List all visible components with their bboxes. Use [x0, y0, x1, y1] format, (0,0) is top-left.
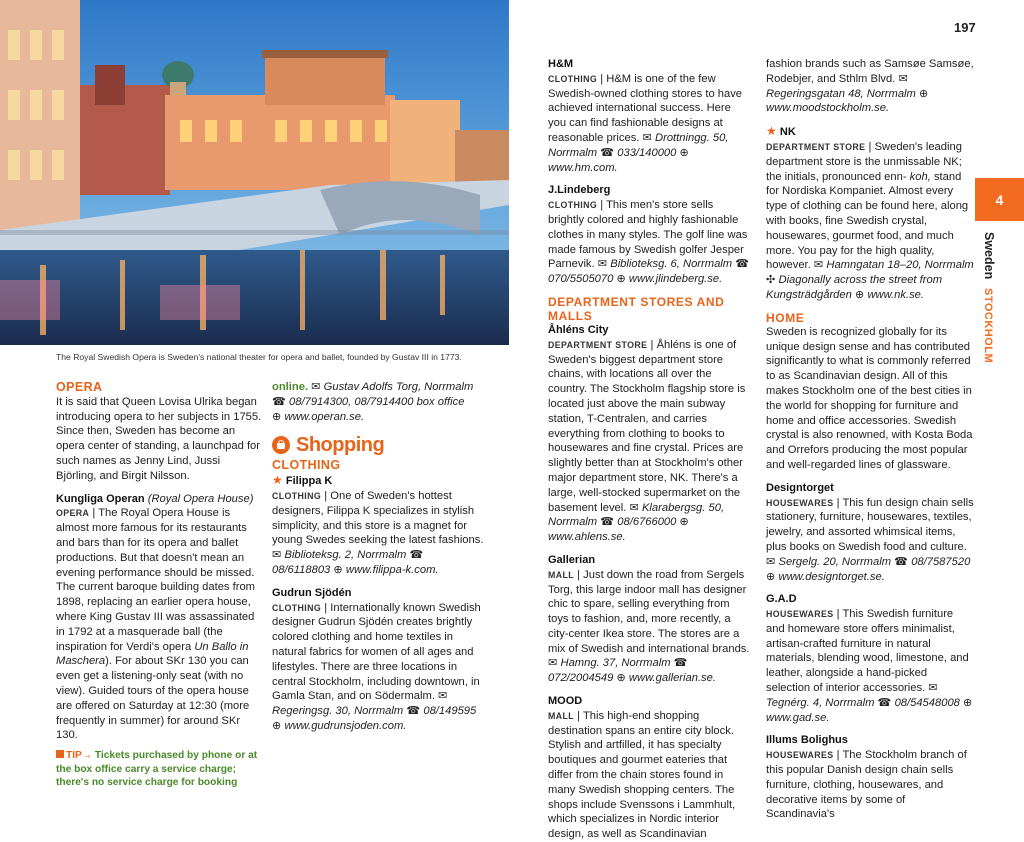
- nk-text-2: stand for Nordiska Kompaniet. Almost every type of clothing can be found here, along with books, fine Swedish crystal, housewares, gourmet food, and much more. You pay for the high quality, however.: [766, 170, 969, 272]
- kungliga-alt-name: (Royal Opera House): [147, 492, 254, 505]
- opera-house-illustration: [0, 0, 509, 345]
- gad-name: G.A.D: [766, 593, 797, 606]
- opera-web[interactable]: www.operan.se.: [284, 410, 365, 423]
- mood-address: Regeringsgatan 48, Norrmalm: [766, 87, 916, 100]
- kungliga-text-2: ). For about SKr 130 you can even get a listening-only seat (with no view). Guided tours of the opera house are offered on Saturday at 12:30 (more frequently in summer) for around SKr 130.: [56, 655, 250, 742]
- gad-address: Tegnérg. 4, Norrmalm: [766, 696, 875, 709]
- kungliga-category: OPERA: [56, 508, 90, 519]
- address-icon: ✉: [438, 690, 448, 703]
- web-icon: ⊕: [272, 719, 282, 732]
- designtorget-web[interactable]: www.designtorget.se.: [778, 570, 885, 583]
- jl-category: CLOTHING: [548, 200, 598, 211]
- kungliga-opera-title: Un Ballo in Maschera: [56, 640, 249, 668]
- gudrun-web[interactable]: www.gudrunsjoden.com.: [284, 719, 407, 732]
- nk-koh: koh,: [909, 170, 931, 183]
- address-icon: ✉: [548, 657, 558, 670]
- designtorget-phone: 08/7587520: [911, 555, 971, 568]
- illums-category: HOUSEWARES: [766, 750, 834, 761]
- address-icon: ✉: [597, 258, 608, 271]
- gad-phone: 08/54548008: [894, 696, 960, 709]
- jl-address: Biblioteksg. 6, Norrmalm: [610, 258, 733, 271]
- illums-name: Illums Bolighus: [766, 734, 848, 747]
- filippa-phone: 08/6118803: [272, 563, 331, 576]
- web-icon: ⊕: [918, 87, 929, 100]
- mood-name: MOOD: [548, 695, 583, 708]
- star-icon: ★: [766, 124, 777, 139]
- chapter-tab: [975, 178, 1024, 221]
- web-icon: ⊕: [616, 273, 626, 286]
- running-head-country: Sweden: [982, 232, 996, 280]
- web-icon: ⊕: [333, 563, 343, 576]
- web-icon: ⊕: [679, 146, 689, 159]
- gudrun-phone: 08/149595: [423, 705, 477, 718]
- filippa-web[interactable]: www.filippa-k.com.: [345, 563, 439, 576]
- nk-category: DEPARTMENT STORE: [766, 141, 866, 152]
- kungliga-entry: Kungliga Operan (Royal Opera House) OPERA | The Royal Opera House is almost more famous for its restaurants and bars than for its opera and ballet productions. But that doesn't mean an evening performance should be missed. The current baroque building dates from 1898, replacing an earlier opera house, where King Gustav III was assassinated in 1792 at a masquerade ball (the inspiration for Verdi's opera Un Ballo in Maschera). For about SKr 130 you can even get a listening-only seat (with no view). Guided tours of the opera house are offered on Saturday at 12:30 (more frequently in summer) for around SKr 130.: [56, 492, 256, 742]
- web-icon: ⊕: [272, 410, 282, 423]
- jl-entry: J.Lindeberg CLOTHING | This men's store sells brightly colored and highly fashionable clothes in many styles. The golf line was made famous by Swedish golfer Jesper Parnevik. ✉ Biblioteksg. 6, Norrmalm ☎ 070/5505070 ⊕ www.jlindeberg.se.: [548, 184, 750, 286]
- shopping-bag-icon: [272, 436, 290, 454]
- opera-phone: 08/7914300, 08/7914400 box office: [289, 395, 465, 408]
- phone-icon: ☎: [877, 696, 892, 709]
- jl-web[interactable]: www.jlindeberg.se.: [628, 273, 723, 286]
- phone-icon: ☎: [600, 146, 615, 159]
- mood-category: MALL: [548, 710, 575, 721]
- kungliga-text: The Royal Opera House is almost more famous for its restaurants and bars than for its opera and ballet productions. But that doesn't mean an evening performance should be missed. The current baroque building dates from 1898, replacing an earlier opera house, where King Gustav III was assassinated in 1792 at a masquerade ball (the inspiration for Verdi's opera: [56, 507, 256, 653]
- mood-entry: MOOD MALL | This high-end shopping destination spans an entire city block. Stylish and artfilled, it has specialty boutiques and gourmet eateries that differ from the chain stores found in many Swedish shopping centers. The shops include Svenssons i Lammhult, which specializes in Nordic interior design, as well as Scandinavian: [548, 695, 736, 841]
- gudrun-entry: Gudrun Sjödén CLOTHING | Internationally known Swedish designer Gudrun Sjödén creates brightly colored clothing and home textiles in natural fabrics for women of all ages and lifestyles. There are three locations in central Stockholm, including downtown, in Gamla Stan, and on Södermalm. ✉ Regeringsg. 30, Norrmalm ☎ 08/149595 ⊕ www.gudrunsjoden.com.: [272, 586, 481, 732]
- phone-icon: ☎: [409, 549, 424, 562]
- home-heading: HOME: [766, 310, 805, 325]
- tip-square-icon: [56, 750, 64, 758]
- designtorget-entry: Designtorget HOUSEWARES | This fun design chain sells stationery, furniture, housewares, textiles, jewelry, and assorted whimsical items, plus books on Swedish food and culture. ✉ Sergelg. 20, Norrmalm ☎ 08/7587520 ⊕ www.designtorget.se.: [766, 481, 974, 583]
- phone-icon: ☎: [673, 657, 688, 670]
- phone-icon: ☎: [272, 395, 286, 408]
- nk-text: Sweden's leading department store is the unmissable NK; the initials, pronounced enn-: [766, 140, 962, 183]
- web-icon: ⊕: [766, 570, 776, 583]
- gad-category: HOUSEWARES: [766, 609, 834, 620]
- address-icon: ✉: [813, 259, 824, 272]
- jl-phone: 070/5505070: [548, 273, 614, 286]
- photo-caption: The Royal Swedish Opera is Sweden's national theater for opera and ballet, founded by Gustav III in 1773.: [56, 352, 462, 362]
- web-icon: ⊕: [854, 288, 865, 301]
- address-icon: ✉: [766, 555, 776, 568]
- address-icon: ✉: [642, 131, 652, 144]
- nk-entry: ★ NK DEPARTMENT STORE | Sweden's leading department store is the unmissable NK; the initials, pronounced enn- koh, stand for Nordiska Kompaniet. Almost every type of clothing can be found here, along with books, fine Swedish crystal, housewares, gourmet food, and much more. You pay for the high quality, however. ✉ Hamngatan 18–20, Norrmalm ✣ Diagonally across the street from Kungsträdgården ⊕ www.nk.se.: [766, 124, 974, 301]
- nk-directions: Diagonally across the street from Kungsträdgården: [766, 274, 943, 301]
- ahlens-phone: 08/6766000: [617, 516, 677, 529]
- web-icon: ⊕: [616, 672, 626, 685]
- tip-continuation: online.: [272, 381, 309, 393]
- star-icon: ★: [272, 473, 283, 488]
- opera-intro: It is said that Queen Lovisa Ulrika began introducing opera to her subjects in 1755. Since then, Sweden has become an opera center of standing, a launchpad for such names as Jenny Lind, Jussi Björling, and Birgit Nilsson.: [56, 395, 262, 482]
- opera-heading: OPERA: [56, 380, 103, 394]
- department-stores-heading: DEPARTMENT STORES AND MALLS: [548, 294, 725, 323]
- gudrun-text: Internationally known Swedish designer Gudrun Sjödén creates brightly colored clothing and home textiles in natural fabrics for women of all ages and lifestyles. There are three locations in central Stockholm, including downtown, in Gamla Stan, and on Södermalm.: [272, 601, 481, 703]
- mood-text-cont: fashion brands such as Samsøe Samsøe, Rodebjer, and Sthlm Blvd.: [766, 58, 974, 85]
- address-icon: ✉: [629, 501, 639, 514]
- illums-entry: Illums Bolighus HOUSEWARES | The Stockholm branch of this popular Danish design chain sells furniture, clothing, housewares, and decorative items by some of Scandinavia's: [766, 734, 967, 821]
- gudrun-category: CLOTHING: [272, 602, 322, 613]
- ahlens-category: DEPARTMENT STORE: [548, 339, 648, 350]
- ahlens-name: Åhléns City: [548, 323, 609, 336]
- web-icon: ⊕: [679, 516, 689, 529]
- phone-icon: ☎: [894, 555, 909, 568]
- column-1: [56, 380, 262, 790]
- home-intro: Sweden is recognized globally for its unique design sense and has contributed significantly to what is commonly referred to as Scandinavian design. All of this makes Stockholm one of the best cities in the world for shopping for furniture and home and office accessories. Swedish crystal is also renowned, with Kosta Boda and Orrefors producing the most popular and well-regarded lines of glassware.: [766, 325, 973, 471]
- column-2: [272, 380, 484, 734]
- hm-web[interactable]: www.hm.com.: [548, 161, 618, 174]
- gallerian-phone: 072/2004549: [548, 672, 614, 685]
- running-head-city: STOCKHOLM: [982, 288, 994, 364]
- tip-label: TIP→: [66, 750, 93, 762]
- illums-text: The Stockholm branch of this popular Danish design chain sells furniture, clothing, housewares, and decorative items by some of Scandinavia's: [766, 749, 967, 821]
- phone-icon: ☎: [406, 705, 421, 718]
- nk-address: Hamngatan 18–20, Norrmalm: [826, 259, 974, 272]
- hm-address: Drottningg. 50, Norrmalm: [548, 131, 729, 159]
- gudrun-name: Gudrun Sjödén: [272, 586, 352, 599]
- filippa-name: Filippa K: [285, 475, 333, 488]
- ahlens-address: Klarabergsg. 50, Norrmalm: [548, 501, 725, 529]
- phone-icon: ☎: [735, 258, 750, 271]
- directions-icon: ✣: [766, 274, 776, 287]
- opera-contact: [272, 380, 484, 424]
- designtorget-name: Designtorget: [766, 481, 834, 494]
- opera-house-photo: [0, 0, 509, 345]
- hm-text: H&M is one of the few Swedish-owned clothing stores to have achieved international success. Here you can find fashionable designs at reasonable prices.: [548, 72, 743, 144]
- gallerian-text: Just down the road from Sergels Torg, this large indoor mall has designer chic to spare, selling everything from toys to fashion, and, more recently, a city-center Ikea store. The stores are a mix of Swedish and international brands.: [548, 568, 750, 655]
- column-3: [548, 57, 750, 842]
- hm-entry: H&M CLOTHING | H&M is one of the few Swedish-owned clothing stores to have achieved international success. Here you can find fashionable designs at reasonable prices. ✉ Drottningg. 50, Norrmalm ☎ 033/140000 ⊕ www.hm.com.: [548, 58, 743, 174]
- hm-category: CLOTHING: [548, 73, 598, 84]
- address-icon: ✉: [928, 682, 938, 695]
- jl-name: J.Lindeberg: [548, 184, 611, 197]
- filippa-text: One of Sweden's hottest designers, Filippa K specializes in stylish simplicity, and this store is a magnet for young Swedes seeking the latest fashions.: [272, 489, 484, 547]
- gallerian-web[interactable]: www.gallerian.se.: [628, 672, 716, 685]
- filippa-entry: ★ Filippa K CLOTHING | One of Sweden's hottest designers, Filippa K specializes in stylish simplicity, and this store is a magnet for young Swedes seeking the latest fashions. ✉ Biblioteksg. 2, Norrmalm ☎ 08/6118803 ⊕ www.filippa-k.com.: [272, 473, 484, 576]
- ahlens-text: Åhléns is one of Sweden's biggest department store chains, with locations all over the country. The Stockholm flagship store is located just above the main subway station, T-Centralen, and carries everything from clothing to books to housewares and fine crystal. Prices are slightly better than at Stockholm's other major department store, NK. There's a large, well-stocked supermarket on the basement level.: [548, 338, 746, 514]
- hm-phone: 033/140000: [617, 146, 677, 159]
- gallerian-name: Gallerian: [548, 553, 596, 566]
- page-number: 197: [954, 20, 976, 35]
- shopping-title: Shopping: [296, 433, 385, 456]
- gallerian-address: Hamng. 37, Norrmalm: [560, 657, 671, 670]
- chapter-number: 4: [995, 191, 1004, 208]
- mood-text: This high-end shopping destination spans an entire city block. Stylish and artfilled, it has specialty boutiques and gourmet eateries that differ from the chain stores found in many Swedish shopping centers. The shops include Svenssons i Lammhult, which specializes in Nordic interior design, as well as Scandinavian: [548, 709, 736, 841]
- jl-text: This men's store sells brightly colored and highly fashionable clothes in many styles. The golf line was made famous by Swedish golfer Jesper Parnevik.: [548, 199, 748, 271]
- gad-entry: G.A.D HOUSEWARES | This Swedish furniture and homeware store offers minimalist, artisan-crafted furniture in natural materials, blending wood, limestone, and leather, alongside a hand-picked selection of interior accessories. ✉ Tegnérg. 4, Norrmalm ☎ 08/54548008 ⊕ www.gad.se.: [766, 593, 973, 724]
- column-4: [766, 57, 974, 822]
- nk-name: NK: [779, 126, 796, 139]
- address-icon: ✉: [898, 72, 908, 85]
- kungliga-name: Kungliga Operan: [56, 492, 145, 505]
- designtorget-category: HOUSEWARES: [766, 497, 834, 508]
- gad-web[interactable]: www.gad.se.: [766, 711, 830, 724]
- mood-continued: [766, 57, 974, 116]
- nk-web[interactable]: www.nk.se.: [867, 288, 925, 301]
- address-icon: ✉: [311, 381, 321, 393]
- gallerian-entry: Gallerian MALL | Just down the road from Sergels Torg, this large indoor mall has designer chic to spare, selling everything from toys to fashion, and, more recently, a city-center Ikea store. The stores are a mix of Swedish and international brands. ✉ Hamng. 37, Norrmalm ☎ 072/2004549 ⊕ www.gallerian.se.: [548, 553, 750, 685]
- mood-web[interactable]: www.moodstockholm.se.: [766, 102, 890, 115]
- ahlens-web[interactable]: www.ahlens.se.: [548, 531, 626, 544]
- designtorget-address: Sergelg. 20, Norrmalm: [778, 555, 892, 568]
- gad-text: This Swedish furniture and homeware store offers minimalist, artisan-crafted furniture in natural materials, blending wood, limestone, and leather, alongside a hand-picked selection of interior accessories.: [766, 608, 969, 695]
- gallerian-category: MALL: [548, 569, 575, 580]
- gudrun-address: Regeringsg. 30, Norrmalm: [272, 705, 404, 718]
- tip-box: [56, 749, 262, 790]
- ahlens-entry: Åhléns City DEPARTMENT STORE | Åhléns is one of Sweden's biggest department store chains, with locations all over the country. The Stockholm flagship store is located just above the main subway station, T-Centralen, and carries everything from clothing to books to housewares and fine crystal. Prices are slightly better than at Stockholm's other major department store, NK. There's a large, well-stocked supermarket on the basement level. ✉ Klarabergsg. 50, Norrmalm ☎ 08/6766000 ⊕ www.ahlens.se.: [548, 323, 746, 544]
- web-icon: ⊕: [963, 696, 973, 709]
- address-icon: ✉: [272, 549, 282, 562]
- opera-address: Gustav Adolfs Torg, Norrmalm: [323, 381, 474, 393]
- hm-name: H&M: [548, 58, 574, 70]
- running-head: [982, 232, 1002, 364]
- tip-text: Tickets purchased by phone or at the box office carry a service charge; there's no service charge for booking: [56, 750, 258, 789]
- filippa-category: CLOTHING: [272, 490, 322, 501]
- designtorget-text: This fun design chain sells stationery, furniture, housewares, textiles, jewelry, and assorted whimsical items, plus books on Swedish food and culture.: [766, 496, 974, 553]
- filippa-address: Biblioteksg. 2, Norrmalm: [284, 549, 407, 562]
- shopping-heading: [272, 433, 484, 456]
- phone-icon: ☎: [600, 516, 615, 529]
- clothing-heading: CLOTHING: [272, 458, 341, 473]
